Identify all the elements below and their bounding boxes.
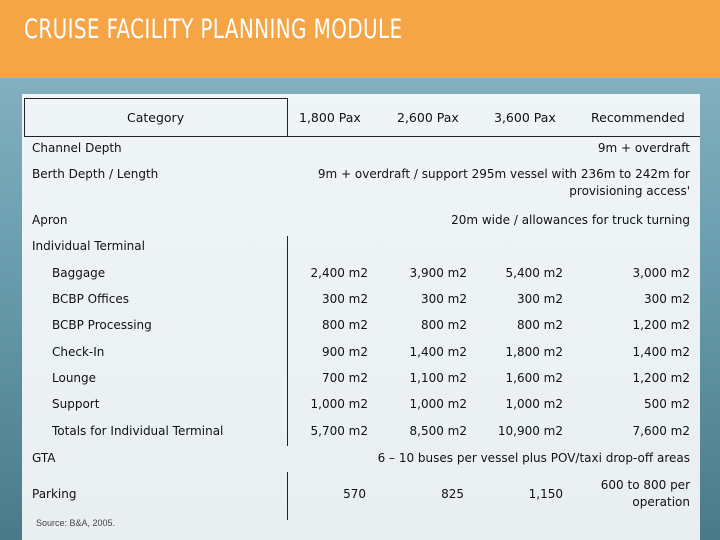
berth-depth-value-line1: 9m + overdraft / support 295m vessel with 236m to 242m for xyxy=(317,167,690,181)
parking-label: Parking xyxy=(32,487,77,501)
row-recommended-value: 1,200 m2 xyxy=(632,318,690,332)
gta-value: 6 – 10 buses per vessel plus POV/taxi drop-off areas xyxy=(377,451,690,465)
row-3600-value: 800 m2 xyxy=(516,318,563,332)
header-recommended: Recommended xyxy=(591,110,685,125)
row-1800-value: 900 m2 xyxy=(321,345,368,359)
column-divider xyxy=(287,98,288,136)
gta-label: GTA xyxy=(32,451,56,465)
row-1800-value: 2,400 m2 xyxy=(310,266,368,280)
row-label: Support xyxy=(52,397,100,411)
channel-depth-label: Channel Depth xyxy=(32,141,122,155)
row-label: Baggage xyxy=(52,266,106,280)
apron-value: 20m wide / allowances for truck turning xyxy=(451,213,690,227)
row-label: Lounge xyxy=(52,371,97,385)
row-3600-value: 1,800 m2 xyxy=(505,345,563,359)
header-1800-pax: 1,800 Pax xyxy=(299,110,361,125)
row-label: Totals for Individual Terminal xyxy=(52,424,224,438)
column-divider xyxy=(287,236,288,446)
header-2600-pax: 2,600 Pax xyxy=(397,110,459,125)
parking-recommended-line1: 600 to 800 per xyxy=(600,478,690,492)
planning-table xyxy=(22,94,700,540)
row-label: BCBP Processing xyxy=(52,318,152,332)
row-2600-value: 1,000 m2 xyxy=(409,397,467,411)
row-recommended-value: 1,400 m2 xyxy=(632,345,690,359)
source-note: Source: B&A, 2005. xyxy=(36,518,116,528)
apron-label: Apron xyxy=(32,213,68,227)
row-2600-value: 1,400 m2 xyxy=(409,345,467,359)
column-divider xyxy=(287,472,288,520)
header-3600-pax: 3,600 Pax xyxy=(494,110,556,125)
row-1800-value: 800 m2 xyxy=(321,318,368,332)
row-3600-value: 1,000 m2 xyxy=(505,397,563,411)
row-1800-value: 300 m2 xyxy=(321,292,368,306)
row-recommended-value: 7,600 m2 xyxy=(632,424,690,438)
row-2600-value: 3,900 m2 xyxy=(409,266,467,280)
column-divider xyxy=(24,98,25,136)
row-3600-value: 5,400 m2 xyxy=(505,266,563,280)
channel-depth-value: 9m + overdraft xyxy=(597,141,690,155)
table-top-rule xyxy=(24,98,287,99)
row-3600-value: 1,600 m2 xyxy=(505,371,563,385)
row-1800-value: 5,700 m2 xyxy=(310,424,368,438)
row-recommended-value: 3,000 m2 xyxy=(632,266,690,280)
individual-terminal-label: Individual Terminal xyxy=(32,239,145,253)
row-2600-value: 300 m2 xyxy=(420,292,467,306)
row-label: BCBP Offices xyxy=(52,292,129,306)
row-2600-value: 800 m2 xyxy=(420,318,467,332)
row-2600-value: 1,100 m2 xyxy=(409,371,467,385)
row-1800-value: 700 m2 xyxy=(321,371,368,385)
parking-recommended-line2: operation xyxy=(632,495,690,509)
row-recommended-value: 500 m2 xyxy=(643,397,690,411)
row-3600-value: 10,900 m2 xyxy=(497,424,563,438)
berth-depth-value-line2: provisioning access' xyxy=(569,184,690,198)
header-category: Category xyxy=(127,110,185,125)
row-1800-value: 1,000 m2 xyxy=(310,397,368,411)
row-label: Check-In xyxy=(52,345,105,359)
title-banner xyxy=(0,0,720,78)
parking-3600-value: 1,150 xyxy=(528,487,563,501)
row-3600-value: 300 m2 xyxy=(516,292,563,306)
row-recommended-value: 300 m2 xyxy=(643,292,690,306)
row-2600-value: 8,500 m2 xyxy=(409,424,467,438)
header-bottom-rule xyxy=(24,136,700,137)
parking-2600-value: 825 xyxy=(441,487,464,501)
row-recommended-value: 1,200 m2 xyxy=(632,371,690,385)
page-title: CRUISE FACILITY PLANNING MODULE xyxy=(24,14,403,45)
berth-depth-label: Berth Depth / Length xyxy=(32,167,159,181)
parking-1800-value: 570 xyxy=(343,487,366,501)
